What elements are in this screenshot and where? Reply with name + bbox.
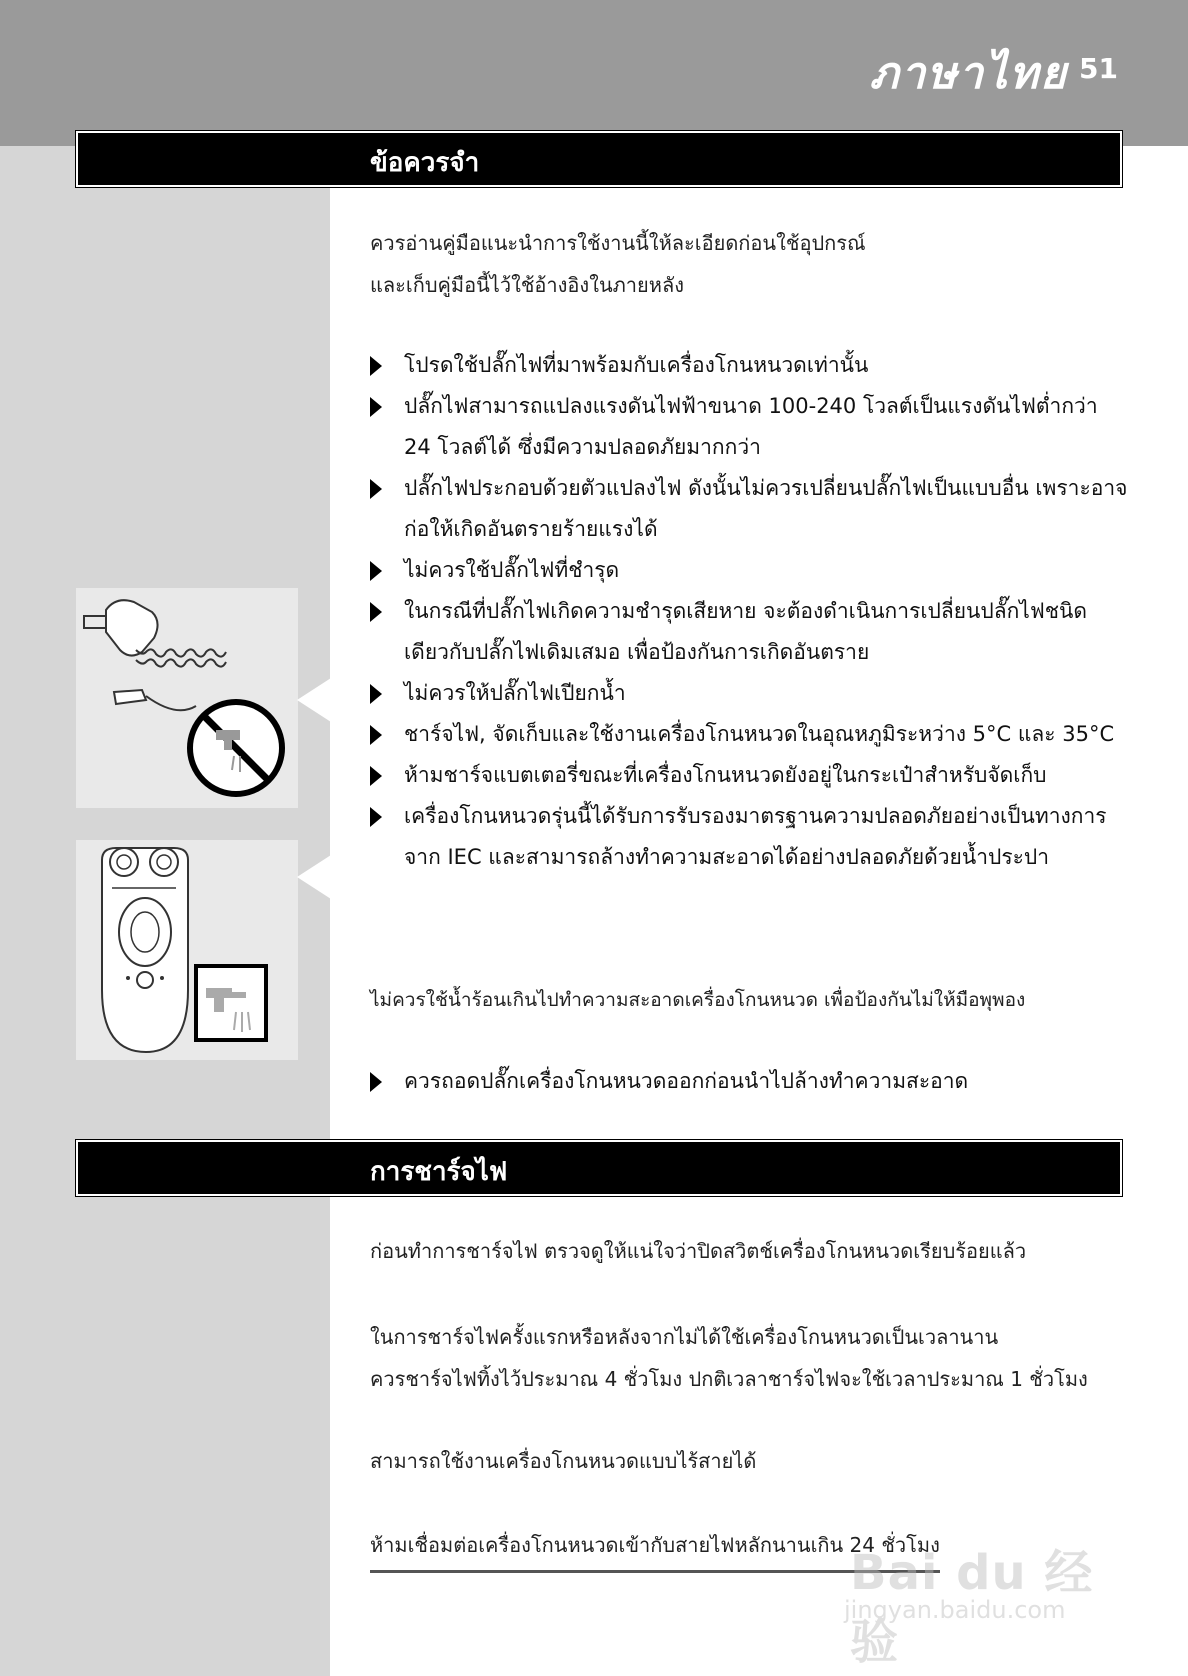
list-item: ในกรณีที่ปลั๊กไฟเกิดความชำรุดเสียหาย จะต้องดำเนินการเปลี่ยนปลั๊กไฟชนิดเดียวกับปลั๊กไฟเดิมเสมอ เพื่อป้องกันการเกิดอันตราย [370, 591, 1130, 673]
section-heading-charging [76, 1140, 1122, 1196]
hot-water-note: ไม่ควรใช้น้ำร้อนเกินไปทำความสะอาดเครื่องโกนหนวด เพื่อป้องกันไม่ให้มือพุพอง [370, 989, 1026, 1011]
adapter-illustration [76, 588, 298, 808]
charging-line: ควรชาร์จไฟทิ้งไว้ประมาณ 4 ชั่วโมง ปกติเวลาชาร์จไฟจะใช้เวลาประมาณ 1 ชั่วโมง [370, 1367, 1088, 1391]
section-title: ข้อควรจำ [370, 148, 480, 178]
list-item: ควรถอดปลั๊กเครื่องโกนหนวดออกก่อนนำไปล้างทำความสะอาด [370, 1061, 1130, 1102]
charging-warning-text: ห้ามเชื่อมต่อเครื่องโกนหนวดเข้ากับสายไฟหลักนานเกิน 24 ชั่วโมง [370, 1524, 940, 1573]
list-item: ห้ามชาร์จแบตเตอรี่ขณะที่เครื่องโกนหนวดยังอยู่ในกระเป๋าสำหรับจัดเก็บ [370, 755, 1130, 796]
bullet-icon [370, 397, 382, 417]
safety-list [370, 345, 1130, 878]
shaver-illustration [76, 840, 298, 1060]
list-item: ชาร์จไฟ, จัดเก็บและใช้งานเครื่องโกนหนวดในอุณหภูมิระหว่าง 5°C และ 35°C [370, 714, 1130, 755]
bullet-icon [370, 684, 382, 704]
list-item: โปรดใช้ปลั๊กไฟที่มาพร้อมกับเครื่องโกนหนวดเท่านั้น [370, 345, 1130, 386]
intro-line: ควรอ่านคู่มือแนะนำการใช้งานนี้ให้ละเอียดก่อนใช้อุปกรณ์ [370, 231, 866, 255]
bullet-icon [370, 479, 382, 499]
list-item: ไม่ควรให้ปลั๊กไฟเปียกน้ำ [370, 673, 1130, 714]
bullet-icon [370, 1072, 382, 1092]
bullet-icon [370, 561, 382, 581]
charging-paragraph-2 [370, 1316, 1130, 1400]
callout-pointer [297, 855, 331, 899]
unplug-list [370, 1061, 1130, 1102]
watermark-main: Bai du 经验 [850, 1545, 1094, 1670]
bullet-icon [370, 807, 382, 827]
intro-line: และเก็บคู่มือนี้ไว้ใช้อ้างอิงในภายหลัง [370, 273, 684, 297]
bullet-icon [370, 602, 382, 622]
list-item: ปลั๊กไฟสามารถแปลงแรงดันไฟฟ้าขนาด 100-240 โวลต์เป็นแรงดันไฟต่ำกว่า 24 โวลต์ได้ ซึ่งมีความปลอดภัยมากกว่า [370, 386, 1130, 468]
adapter-no-water-icon [76, 588, 298, 808]
list-item: เครื่องโกนหนวดรุ่นนี้ได้รับการรับรองมาตรฐานความปลอดภัยอย่างเป็นทางการจาก IEC และสามารถล้างทำความสะอาดได้อย่างปลอดภัยด้วยน้ำประปา [370, 796, 1130, 878]
intro-paragraph [370, 222, 1130, 306]
charging-paragraph-3: สามารถใช้งานเครื่องโกนหนวดแบบไร้สายได้ [370, 1449, 757, 1473]
bullet-icon [370, 356, 382, 376]
watermark-url: jingyan.baidu.com [844, 1596, 1066, 1624]
charging-line: ในการชาร์จไฟครั้งแรกหรือหลังจากไม่ได้ใช้เครื่องโกนหนวดเป็นเวลานาน [370, 1325, 999, 1349]
bullet-icon [370, 766, 382, 786]
page-number: 51 [1079, 52, 1118, 85]
page-title: ภาษาไทย [869, 48, 1068, 99]
list-item: ไม่ควรใช้ปลั๊กไฟที่ชำรุด [370, 550, 1130, 591]
bullet-icon [370, 725, 382, 745]
section-title: การชาร์จไฟ [370, 1157, 508, 1187]
shaver-tap-water-icon [76, 840, 298, 1060]
charging-paragraph-1: ก่อนทำการชาร์จไฟ ตรวจดูให้แน่ใจว่าปิดสวิตช์เครื่องโกนหนวดเรียบร้อยแล้ว [370, 1239, 1027, 1263]
section-heading-important [76, 131, 1122, 187]
list-item: ปลั๊กไฟประกอบด้วยตัวแปลงไฟ ดังนั้นไม่ควรเปลี่ยนปลั๊กไฟเป็นแบบอื่น เพราะอาจก่อให้เกิดอันตรายร้ายแรงได้ [370, 468, 1130, 550]
callout-pointer [297, 678, 331, 722]
watermark-logo [830, 1500, 1130, 1670]
